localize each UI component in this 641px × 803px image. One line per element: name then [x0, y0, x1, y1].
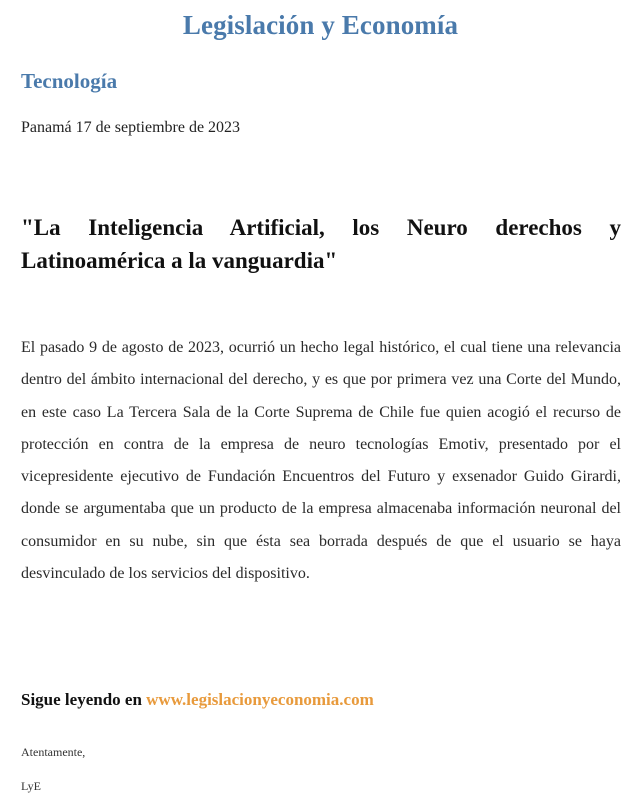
website-link[interactable]: www.legislacionyeconomia.com — [146, 690, 374, 709]
signature-text: LyE — [21, 779, 41, 793]
article-body: El pasado 9 de agosto de 2023, ocurrió un hecho legal histórico, el cual tiene una relevancia dentro del ámbito internacional del derecho, y es que por primera vez una Corte del Mundo, en este caso La Tercera Sala de la Corte Suprema de Chile fue quien acogió el recurso de protección en contra de la empresa de neuro tecnologías Emotiv, presentado por el vicepresidente ejecutivo de Fundación Encuentros del Futuro y exsenador Guido Girardi, donde se argumentaba que un producto de la empresa almacenaba información neuronal del consumidor en su nube, sin que ésta sea borrada después de que el usuario se haya desvinculado de los servicios del dispositivo. — [21, 339, 621, 583]
section-label: Tecnología — [21, 69, 118, 93]
read-more-line — [21, 690, 374, 710]
article-headline: "La Inteligencia Artificial, los Neuro derechos y Latinoamérica a la vanguardia" — [21, 215, 621, 273]
masthead-title: Legislación y Economía — [182, 10, 459, 40]
read-more-label: Sigue leyendo en — [21, 690, 142, 709]
signoff-text: Atentamente, — [21, 745, 86, 759]
dateline: Panamá 17 de septiembre de 2023 — [21, 119, 241, 136]
